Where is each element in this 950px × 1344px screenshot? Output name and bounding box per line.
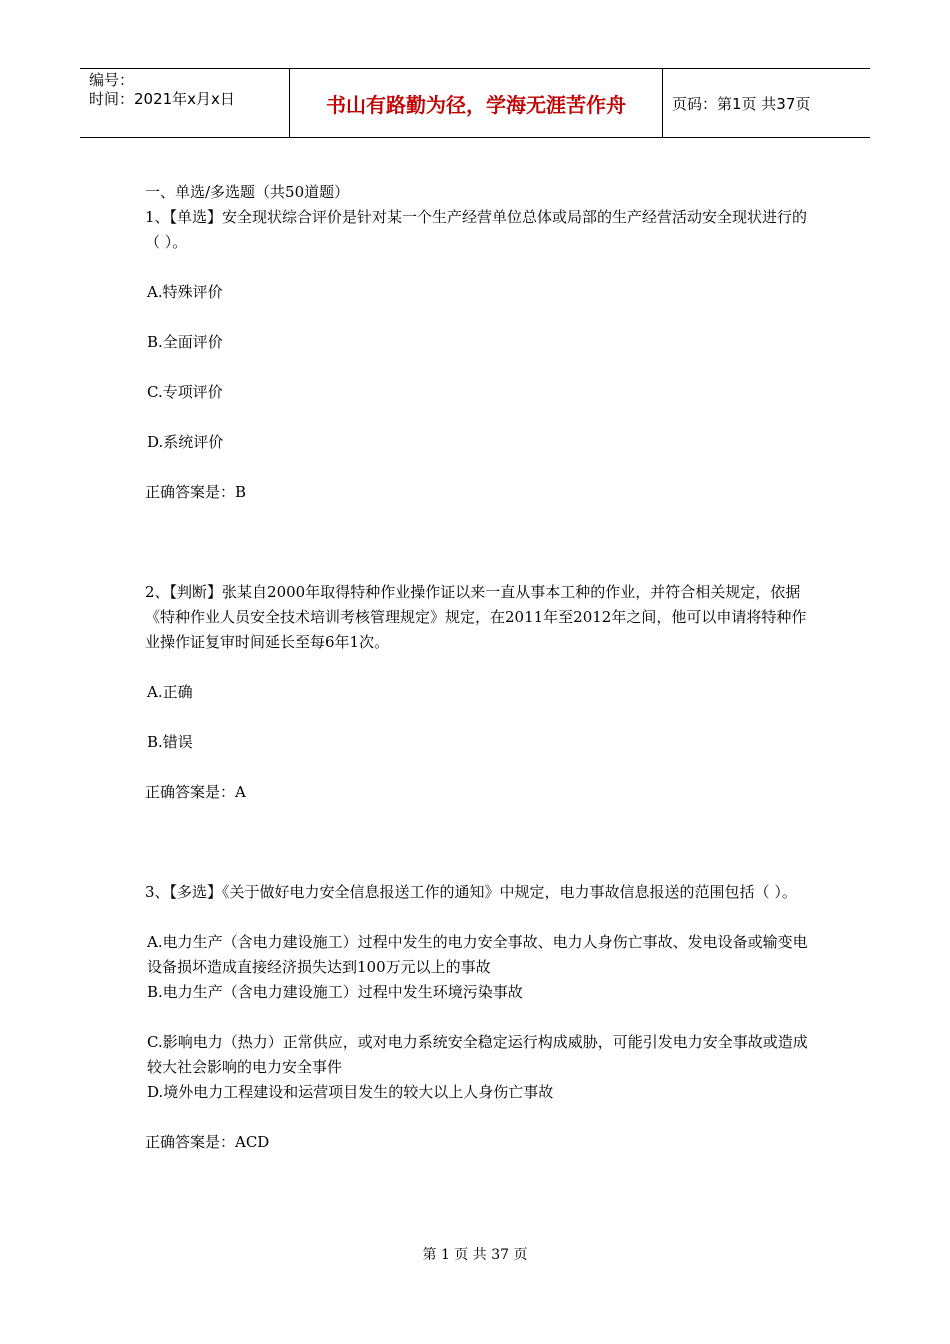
question-1-answer: 正确答案是：B [145, 483, 247, 501]
header-page-info-cell [663, 69, 870, 137]
question-2-option-a: A.正确 [147, 683, 193, 701]
header-meta [80, 69, 290, 137]
document-body [145, 180, 815, 1155]
question-1-option-b: B.全面评价 [147, 333, 223, 351]
motto-text: 书山有路勤为径，学海无涯苦作舟 [326, 92, 626, 117]
question-3-option-c: C.影响电力（热力）正常供应，或对电力系统安全稳定运行构成威胁，可能引发电力安全事故或造成较大社会影响的电力安全事件 [147, 1033, 808, 1076]
question-3-option-a: A.电力生产（含电力建设施工）过程中发生的电力安全事故、电力人身伤亡事故、发电设备或输变电设备损坏造成直接经济损失达到100万元以上的事故 [147, 933, 808, 976]
question-2-stem: 2、【判断】张某自2000年取得特种作业操作证以来一直从事本工种的作业，并符合相关规定，依据《特种作业人员安全技术培训考核管理规定》规定，在2011年至2012年之间，他可以申请将特种作业操作证复审时间延长至每6年1次。 [145, 583, 807, 651]
number-label: 编号： [89, 71, 135, 89]
question-3-answer: 正确答案是：ACD [145, 1133, 270, 1151]
page-footer: 第 1 页 共 37 页 [422, 1247, 528, 1263]
page-info: 页码：第1页 共37页 [672, 94, 811, 113]
question-2-option-b: B.错误 [147, 733, 193, 751]
question-1-option-c: C.专项评价 [147, 383, 223, 401]
header-motto-cell [290, 69, 663, 137]
question-3-stem: 3、【多选】《关于做好电力安全信息报送工作的通知》中规定，电力事故信息报送的范围包括（ ）。 [145, 883, 797, 901]
question-3-option-b: B.电力生产（含电力建设施工）过程中发生环境污染事故 [147, 983, 523, 1001]
page-header [80, 68, 870, 138]
time-label: 时间：2021年x月x日 [89, 90, 235, 108]
question-3-option-d: D.境外电力工程建设和运营项目发生的较大以上人身伤亡事故 [147, 1083, 554, 1101]
question-1-stem: 1、【单选】安全现状综合评价是针对某一个生产经营单位总体或局部的生产经营活动安全现状进行的（ ）。 [145, 208, 808, 251]
section-title: 一、单选/多选题（共50道题） [145, 183, 350, 201]
question-2-answer: 正确答案是：A [145, 783, 246, 801]
question-1-option-a: A.特殊评价 [147, 283, 223, 301]
question-1-option-d: D.系统评价 [147, 433, 224, 451]
